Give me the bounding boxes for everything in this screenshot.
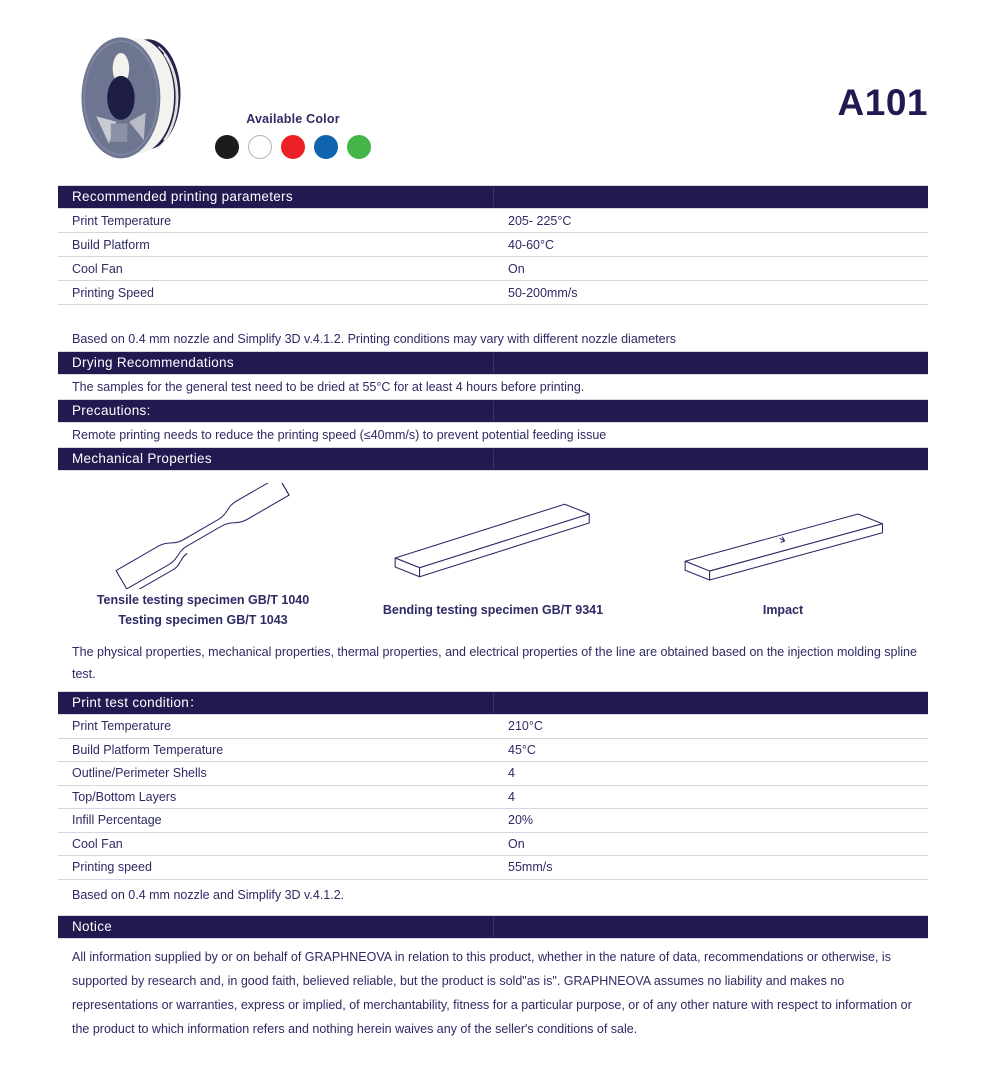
specimen-diagrams bbox=[58, 471, 928, 639]
bending-specimen-diagram bbox=[359, 483, 627, 589]
row-value: 4 bbox=[508, 789, 515, 804]
print-test-table bbox=[58, 715, 928, 880]
row-label: Print Temperature bbox=[72, 213, 172, 228]
table-row bbox=[58, 233, 928, 257]
tensile-specimen-diagram bbox=[69, 483, 337, 589]
recommended-table bbox=[58, 209, 928, 305]
table-row bbox=[58, 856, 928, 880]
section-header-mechanical: Mechanical Properties bbox=[58, 447, 928, 471]
section-header-recommended: Recommended printing parameters bbox=[58, 185, 928, 209]
table-row bbox=[58, 762, 928, 786]
impact-specimen-diagram bbox=[649, 483, 917, 589]
row-label: Build Platform Temperature bbox=[72, 742, 224, 757]
color-swatch-white bbox=[248, 135, 272, 159]
available-color-label: Available Color bbox=[246, 112, 340, 126]
impact-specimen bbox=[638, 483, 928, 639]
row-value: 20% bbox=[508, 813, 534, 828]
table-row bbox=[58, 209, 928, 233]
product-model-title: A101 bbox=[837, 82, 928, 123]
row-value: 50-200mm/s bbox=[508, 285, 578, 300]
table-row bbox=[58, 833, 928, 857]
print-test-note: Based on 0.4 mm nozzle and Simplify 3D v.4.1.2. bbox=[72, 887, 345, 902]
row-value: 55mm/s bbox=[508, 860, 553, 875]
filament-spool-image bbox=[76, 24, 186, 170]
specimen-caption: Tensile testing specimen GB/T 1040 Testing specimen GB/T 1043 bbox=[96, 593, 310, 627]
row-label: Printing Speed bbox=[72, 285, 155, 300]
section-header-drying: Drying Recommendations bbox=[58, 351, 928, 375]
row-value: 4 bbox=[508, 766, 515, 781]
row-value: 210°C bbox=[508, 719, 543, 734]
row-label: Cool Fan bbox=[72, 261, 123, 276]
row-value: 205- 225°C bbox=[508, 213, 572, 228]
page-header bbox=[0, 0, 988, 185]
table-row bbox=[58, 809, 928, 833]
table-row bbox=[58, 257, 928, 281]
bending-specimen bbox=[348, 483, 638, 639]
row-label: Build Platform bbox=[72, 237, 150, 252]
row-label: Cool Fan bbox=[72, 836, 123, 851]
row-value: On bbox=[508, 836, 525, 851]
section-header-notice: Notice bbox=[58, 915, 928, 939]
color-swatch-green bbox=[347, 135, 371, 159]
row-value: On bbox=[508, 261, 525, 276]
color-swatch-red bbox=[281, 135, 305, 159]
row-label: Top/Bottom Layers bbox=[72, 789, 177, 804]
table-row bbox=[58, 739, 928, 763]
row-label: Printing speed bbox=[72, 860, 152, 875]
row-value: 40-60°C bbox=[508, 237, 554, 252]
section-header-precautions: Precautions: bbox=[58, 399, 928, 423]
color-swatch-blue bbox=[314, 135, 338, 159]
table-row bbox=[58, 715, 928, 739]
notice-text: All information supplied by or on behalf of GRAPHNEOVA in relation to this product, whether in the nature of data, recommendations or otherwise, is supported by research and, in good faith, believed reliable, but the product is sold"as is". GRAPHNEOVA assumes no liability and makes no representations or warranties, express or implied, of merchantability, fitness for a particular purpose, or of any other nature with respect to information or the product to which information refers and nothing herein waives any of the seller's conditions of sale. bbox=[72, 949, 912, 1036]
tensile-specimen bbox=[58, 483, 348, 639]
recommended-note: Based on 0.4 mm nozzle and Simplify 3D v.4.1.2. Printing conditions may vary with different nozzle diameters bbox=[72, 332, 676, 346]
available-colors bbox=[202, 112, 384, 159]
precautions-text: Remote printing needs to reduce the printing speed (≤40mm/s) to prevent potential feeding issue bbox=[72, 428, 607, 442]
section-header-print-test: Print test condition： bbox=[58, 691, 928, 715]
specimen-caption: Bending testing specimen GB/T 9341 bbox=[382, 603, 604, 617]
color-swatch-black bbox=[215, 135, 239, 159]
row-value: 45°C bbox=[508, 742, 536, 757]
row-label: Print Temperature bbox=[72, 719, 172, 734]
row-label: Outline/Perimeter Shells bbox=[72, 766, 207, 781]
table-row bbox=[58, 281, 928, 305]
table-row bbox=[58, 786, 928, 810]
specimen-caption: Impact bbox=[762, 603, 804, 617]
drying-text: The samples for the general test need to be dried at 55°C for at least 4 hours before printing. bbox=[72, 380, 585, 394]
mechanical-text: The physical properties, mechanical properties, thermal properties, and electrical properties of the line are obtained based on the injection molding spline test. bbox=[72, 645, 917, 681]
color-swatches bbox=[202, 135, 384, 159]
row-label: Infill Percentage bbox=[72, 813, 162, 828]
